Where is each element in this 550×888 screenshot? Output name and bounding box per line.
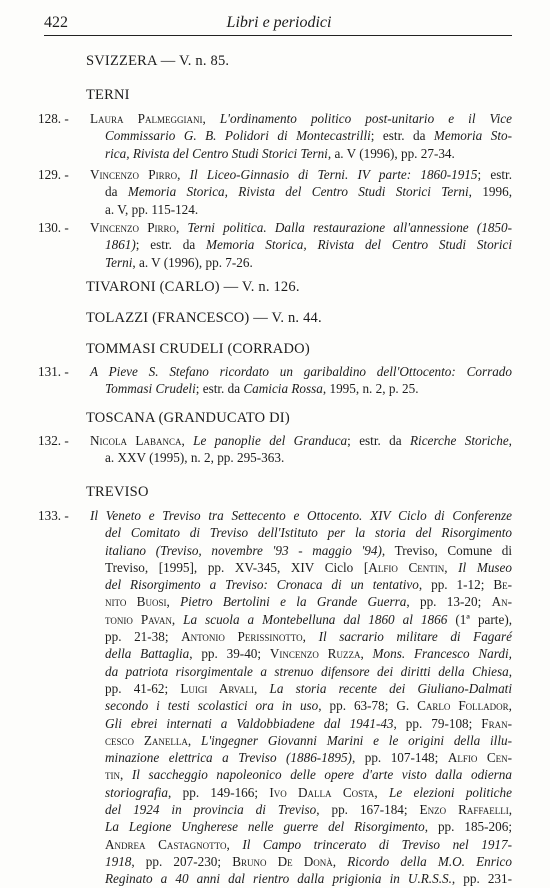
entry-number: 131. - xyxy=(38,364,69,379)
heading-treviso: TREVISO xyxy=(86,484,149,500)
entry-132: 132. - Nicola Labanca, Le panoplie del Granduca; estr. da Ricerche Storiche, a. XXV (1995), n. 2, pp. 295-363. xyxy=(38,433,512,466)
entry-130: 130. - Vincenzo Pirro, Terni politica. Dalla restaurazione all'annessione (1850- 1861); estr. da Memoria Storica, Rivista del Centro Studi Storici Terni, a. V (1996), pp. 7-26. xyxy=(38,220,512,270)
entry-number: 129. - xyxy=(38,167,69,182)
entry-133: 133. - Il Veneto e Treviso tra Settecento e Ottocento. XIV Ciclo di Conferenze del Comitato di Treviso dell'Istituto per la storia del Risorgimento italiano (Treviso, novembre '93 - maggio '94), Treviso, Comune di Treviso, [1995], pp. XV-345, XIV Ciclo [Alfio Centin, Il Museo del Risorgimento a Treviso: Cronaca di un tentativo, pp. 1-12; Be- nito Buosi, Pietro Bertolini e la Grande Guerra, pp. 13-20; An- tonio Pavan, La scuola a Montebelluna dal 1860 al 1866 (1ª parte), pp. 21-38; Antonio Perissinotto, Il sacrario militare di Fagaré della Battaglia, pp. 39-40; Vincenzo Ruzza, Mons. Francesco Nardi, da patriota risorgimentale a strenuo difensore dei diritti della Chiesa, pp. 41-62; Luigi Arvali, La storia recente dei Giuliano-Dalmati secondo i testi scolastici ora in uso, pp. 63-78; G. Carlo Follador, Gli ebrei internati a Valdobbiadene dal 1941-43, pp. 79-108; Fran- cesco Zanella, L'ingegner Giovanni Marini e le origini della illu- minazione elettrica a Treviso (1886-1895), pp. 107-148; Alfio Cen- tin, Il saccheggio napoleonico delle opere d'arte visto dalla odierna storiografia, pp. 149-166; Ivo Dalla Costa, Le elezioni politiche del 1924 in provincia di Treviso, pp. 167-184; Enzo Raffaelli, La Legione Ungherese nelle guerre del Risorgimento, pp. 185-206; Andrea Castagnotto, Il Campo trincerato di Treviso nel 1917- 1918, pp. 207-230; Bruno De Donà, Ricordo della M.O. Enrico Reginato a 40 anni dal rientro dalla prigionia in U.R.S.S., pp. 231- xyxy=(38,508,513,887)
header-rule xyxy=(44,35,512,36)
entry-number: 130. - xyxy=(38,220,69,235)
heading-toscana: TOSCANA (GRANDUCATO DI) xyxy=(86,410,290,426)
entry-131: 131. - A Pieve S. Stefano ricordato un garibaldino dell'Ottocento: Corrado Tommasi Crudeli; estr. da Camicia Rossa, 1995, n. 2, p. 25. xyxy=(38,364,512,397)
heading-tolazzi: TOLAZZI (FRANCESCO) — V. n. 44. xyxy=(86,310,322,326)
running-title: Libri e periodici xyxy=(226,14,332,31)
entry-number: 132. - xyxy=(38,433,69,448)
entry-128: 128. - Laura Palmeggiani, L'ordinamento politico post-unitario e il Vice Commissario G. B. Polidori di Montecastrilli; estr. da Memoria Sto- rica, Rivista del Centro Studi Storici Terni, a. V (1996), pp. 27-34. xyxy=(38,111,512,161)
heading-svizzera: SVIZZERA — V. n. 85. xyxy=(86,53,230,69)
heading-terni: TERNI xyxy=(86,87,130,103)
entry-number: 133. - xyxy=(38,508,69,523)
running-header xyxy=(44,14,514,36)
entry-129: 129. - Vincenzo Pirro, Il Liceo-Ginnasio di Terni. IV parte: 1860-1915; estr. da Memoria Storica, Rivista del Centro Studi Storici Terni, 1996, a. V, pp. 115-124. xyxy=(38,167,513,217)
entry-number: 128. - xyxy=(38,111,69,126)
heading-tivaroni: TIVARONI (CARLO) — V. n. 126. xyxy=(86,279,300,295)
heading-tommasi: TOMMASI CRUDELI (CORRADO) xyxy=(86,341,310,357)
page-number: 422 xyxy=(44,14,68,31)
